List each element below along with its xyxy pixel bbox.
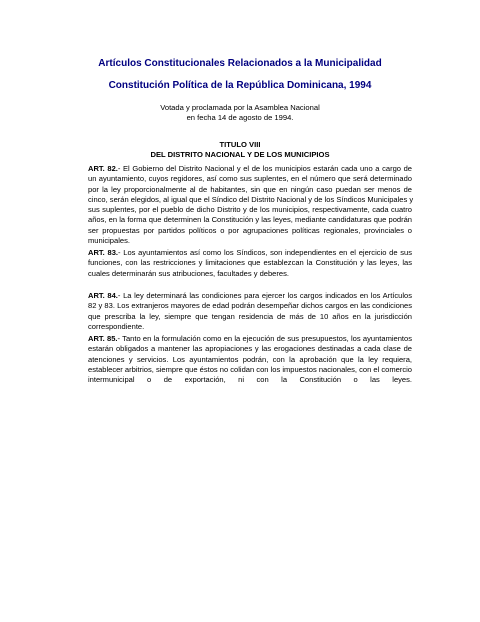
article-label: ART. 84. xyxy=(88,291,118,300)
article-line xyxy=(88,334,412,344)
article-82 xyxy=(88,164,412,246)
article-line: atenciones y servicios. Los ayuntamientos podrán, con la aprobación que la ley requiera, xyxy=(88,354,412,364)
article-line: ser propuestas por partidos políticos o por agrupaciones políticas regionales, provinciales o xyxy=(88,225,412,235)
article-line: por la ley proporcionalmente al de habitantes, sin que en ningún caso puedan ser menos de xyxy=(88,184,412,194)
intro-note xyxy=(0,103,480,123)
article-line: establecer arbitrios, siempre que éstos no colidan con los impuestos nacionales, con el comercio xyxy=(88,364,412,374)
article-text: - El Gobierno del Distrito Nacional y el de los municipios estarán cada uno a cargo de xyxy=(117,164,412,173)
article-text: - Los ayuntamientos así como los Síndicos, son independientes en el ejercicio de sus xyxy=(118,248,413,257)
article-line xyxy=(88,248,412,258)
article-line: que prescriba la ley, siempre que tengan residencia de más de 10 años en la jurisdicción xyxy=(88,311,412,321)
section-heading xyxy=(0,140,480,160)
article-line: municipales. xyxy=(88,236,130,246)
article-label: ART. 82. xyxy=(88,164,118,173)
article-line: años, en la forma que determinen la Constitución y las leyes, mediante candidaturas que podrán xyxy=(88,215,412,225)
article-line: correspondiente. xyxy=(88,321,145,331)
article-line xyxy=(88,291,412,301)
article-line xyxy=(88,164,412,174)
article-line: cuales determinarán sus atribuciones, facultades y deberes. xyxy=(88,268,289,278)
article-line: sus suplentes, por el pueblo de dicho Distrito y de los municipios, respectivamente, cada cuatro xyxy=(88,205,412,215)
article-label: ART. 85. xyxy=(88,334,118,343)
article-line: 82 y 83. Los extranjeros mayores de edad podrán desempeñar dichos cargos en las condiciones xyxy=(88,301,412,311)
article-line: cinco, serán elegidos, al igual que el Síndico del Distrito Nacional y de los Síndicos Municipales y xyxy=(88,194,414,204)
article-text: - La ley determinará las condiciones para ejercer los cargos indicados en los Artículos xyxy=(117,291,413,300)
article-label: ART. 83. xyxy=(88,248,118,257)
article-line: un ayuntamiento, cuyos regidores, así como sus suplentes, en el número que será determinado xyxy=(88,174,412,184)
article-text: - Tanto en la formulación como en la ejecución de sus presupuestos, los ayuntamientos xyxy=(117,334,412,343)
article-line: intermunicipal o de exportación, ni con la Constitución o las leyes. xyxy=(88,375,412,385)
document-title: Artículos Constitucionales Relacionados a la Municipalidad xyxy=(98,58,382,69)
intro-line: Votada y proclamada por la Asamblea Nacional xyxy=(160,103,320,112)
article-84 xyxy=(88,291,412,332)
article-83 xyxy=(88,248,412,279)
article-line: estarán obligados a mantener las apropiaciones y las erogaciones destinadas a cada clase de xyxy=(88,344,412,354)
article-line: funciones, con las restricciones y limitaciones que establezcan la Constitución y las leyes, las xyxy=(88,258,412,268)
document-subtitle: Constitución Política de la República Dominicana, 1994 xyxy=(108,80,372,91)
section-number: TITULO VIII xyxy=(219,140,261,149)
intro-line: en fecha 14 de agosto de 1994. xyxy=(186,113,294,122)
section-title: DEL DISTRITO NACIONAL Y DE LOS MUNICIPIOS xyxy=(150,150,330,159)
article-85 xyxy=(88,334,412,385)
